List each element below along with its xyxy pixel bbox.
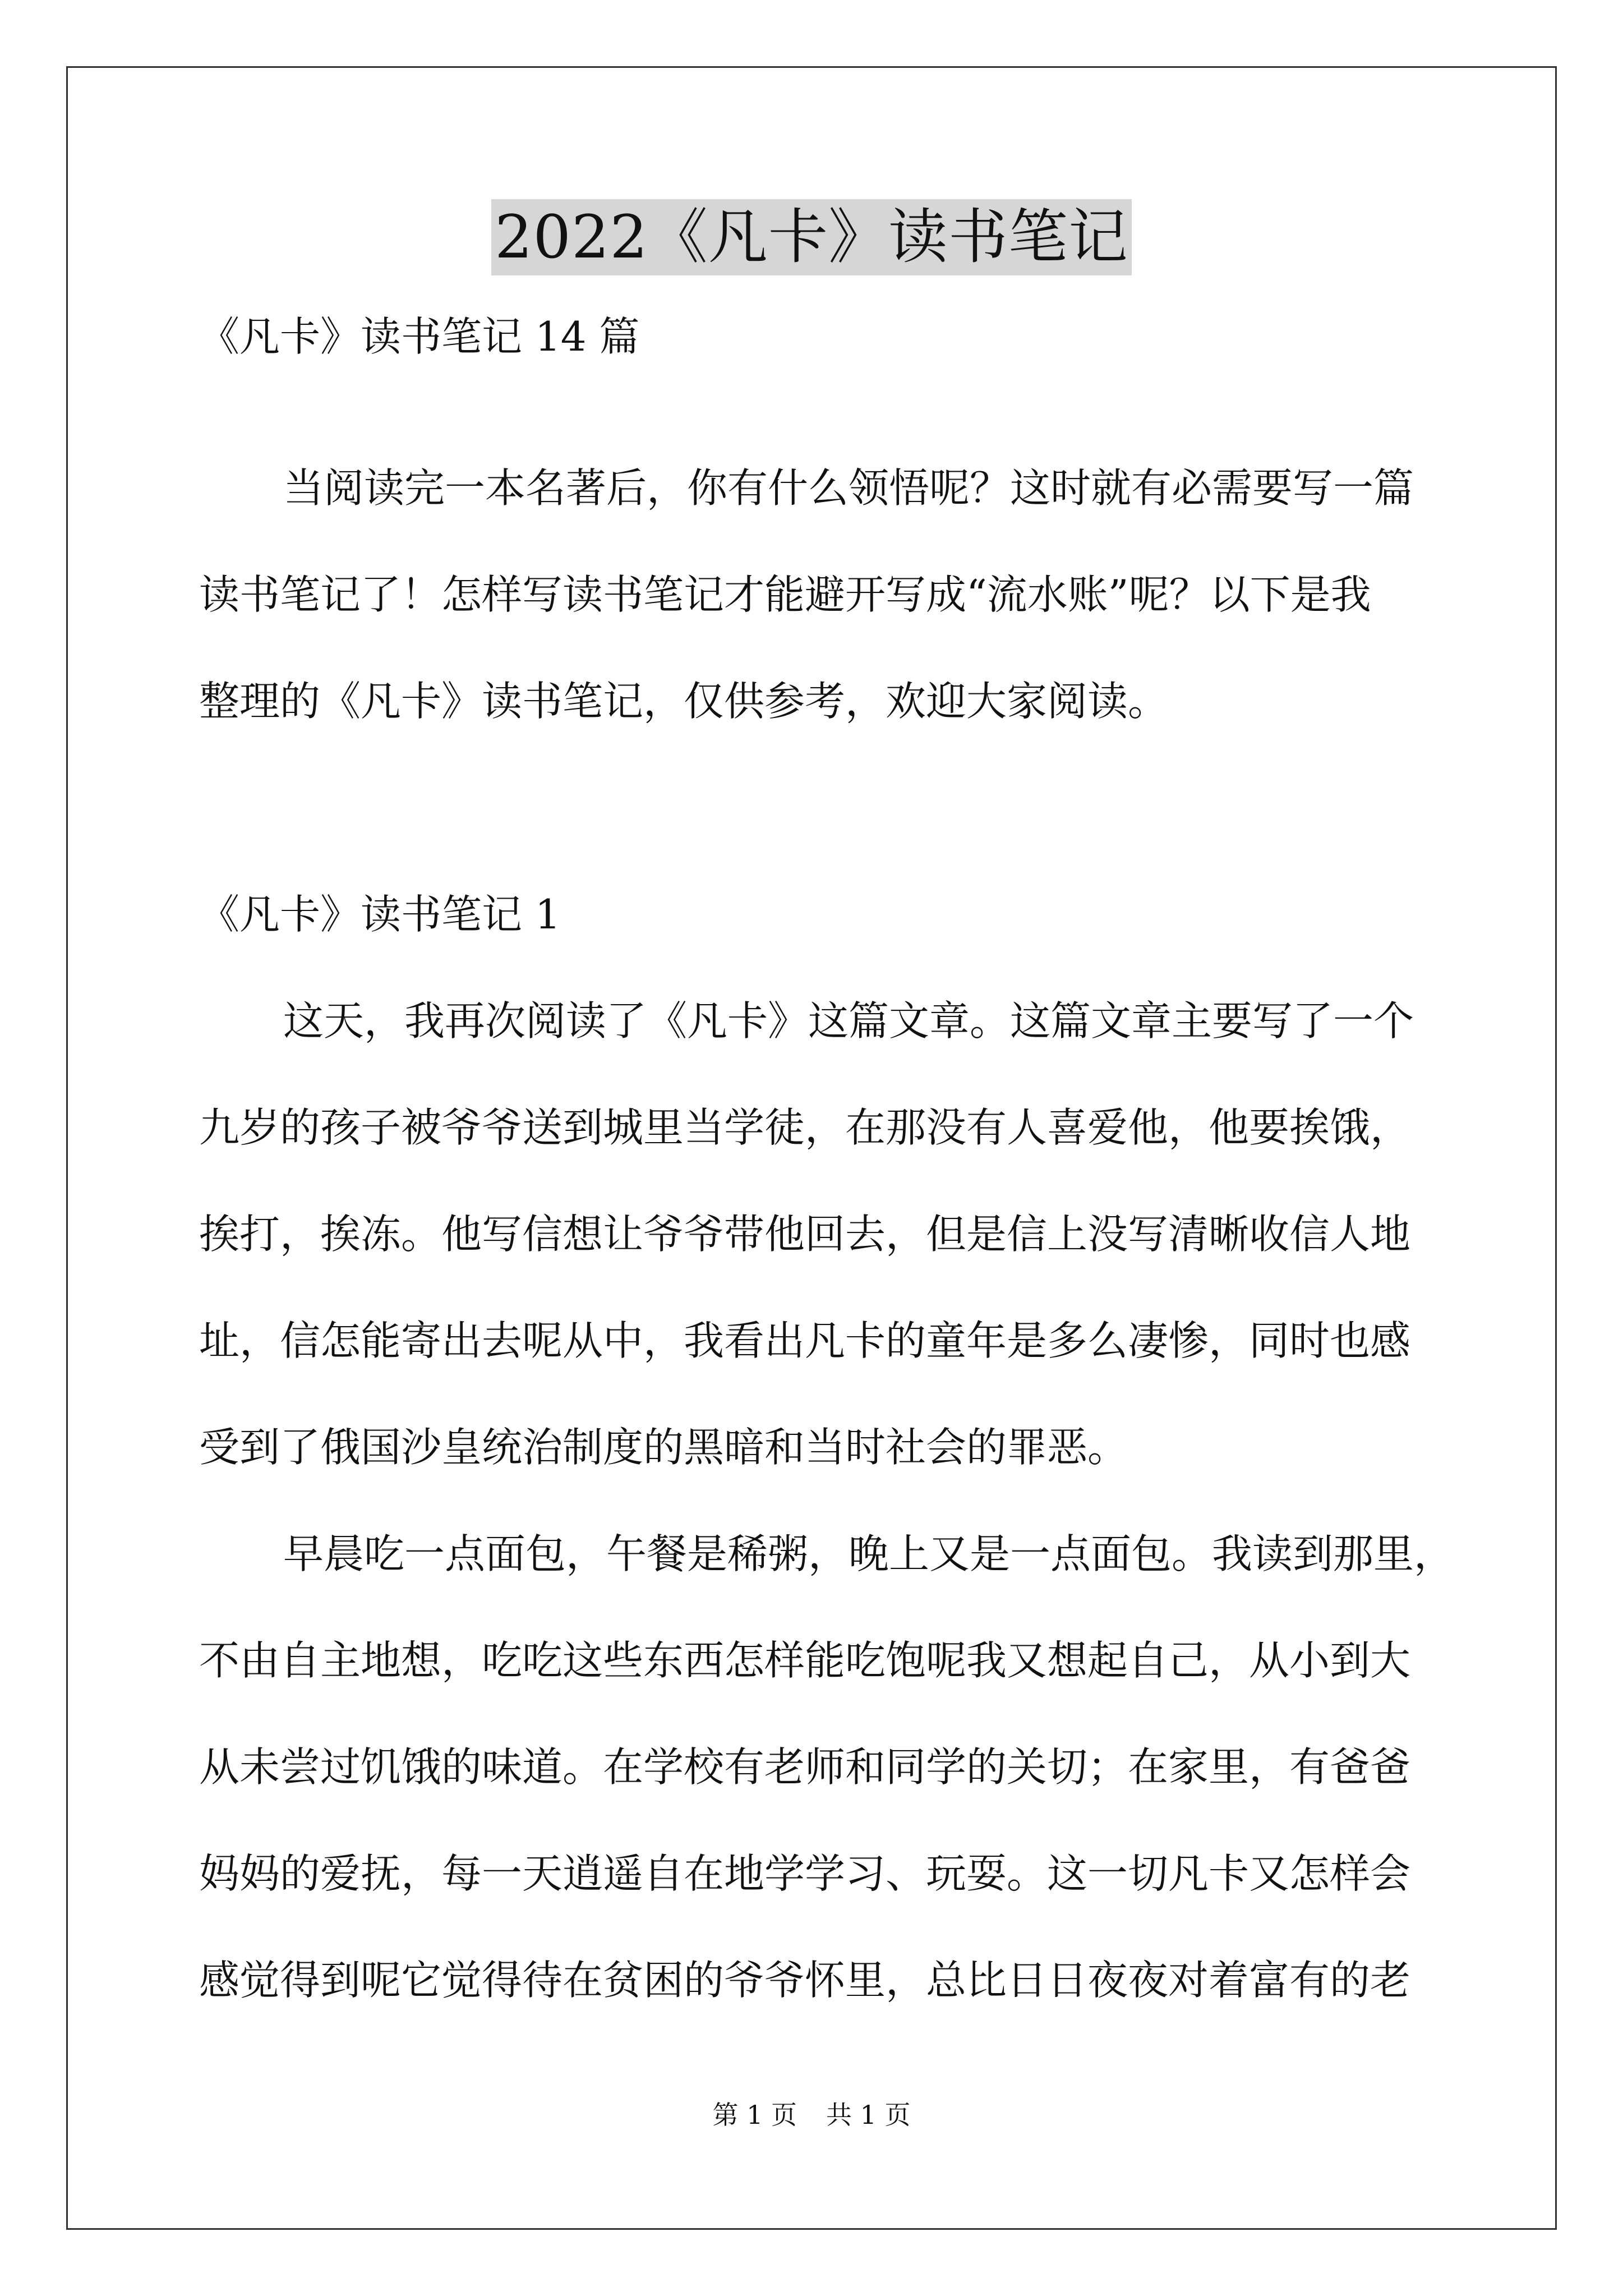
page-number-total: 共 1 页 (826, 2100, 911, 2130)
paragraph2-line-3: 从未尝过饥饿的味道。在学校有老师和同学的关切；在家里，有爸爸 (199, 1743, 1411, 1791)
paragraph1-line-1: 这天，我再次阅读了《凡卡》这篇文章。这篇文章主要写了一个 (283, 997, 1414, 1045)
paragraph2-line-4: 妈妈的爱抚，每一天逍遥自在地学学习、玩耍。这一切凡卡又怎样会 (199, 1850, 1411, 1897)
paragraph2-line-2: 不由自主地想，吃吃这些东西怎样能吃饱呢我又想起自己，从小到大 (199, 1637, 1411, 1684)
page-number-current: 第 1 页 (712, 2100, 797, 2130)
intro-line-2: 读书笔记了！怎样写读书笔记才能避开写成“流水账”呢？以下是我 (199, 571, 1371, 618)
paragraph1-line-4: 址，信怎能寄出去呢从中，我看出凡卡的童年是多么凄惨，同时也感 (199, 1317, 1411, 1364)
intro-line-3: 整理的《凡卡》读书笔记，仅供参考，欢迎大家阅读。 (199, 678, 1169, 725)
paragraph1-line-2: 九岁的孩子被爷爷送到城里当学徒，在那没有人喜爱他，他要挨饿， (199, 1104, 1411, 1151)
paragraph1-line-3: 挨打，挨冻。他写信想让爷爷带他回去，但是信上没写清晰收信人地 (199, 1211, 1411, 1258)
paragraph1-line-5: 受到了俄国沙皇统治制度的黑暗和当时社会的罪恶。 (199, 1424, 1128, 1471)
paragraph2-line-1: 早晨吃一点面包，午餐是稀粥，晚上又是一点面包。我读到那里， (283, 1530, 1455, 1577)
intro-line-1: 当阅读完一本名著后，你有什么领悟呢？这时就有必需要写一篇 (283, 464, 1414, 512)
page-footer (0, 2098, 1623, 2132)
paragraph2-line-5: 感觉得到呢它觉得待在贫困的爷爷怀里，总比日日夜夜对着富有的老 (199, 1957, 1411, 2004)
document-title: 2022《凡卡》读书笔记 (491, 199, 1132, 275)
title-container (0, 199, 1623, 275)
document-subtitle: 《凡卡》读书笔记 14 篇 (199, 313, 640, 360)
section-heading: 《凡卡》读书笔记 1 (199, 891, 561, 938)
